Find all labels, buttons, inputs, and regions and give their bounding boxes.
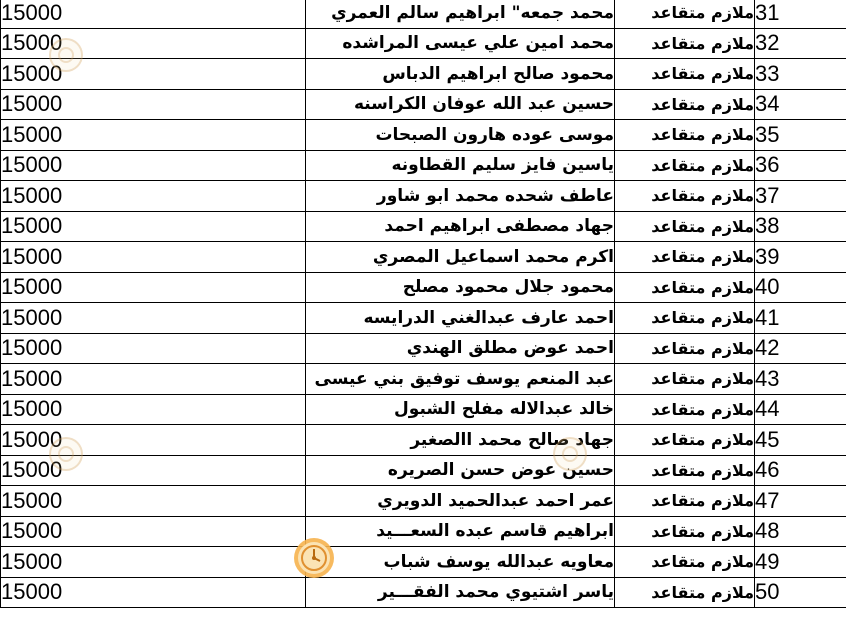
table-row xyxy=(1,303,847,334)
name-cell: اكرم محمد اسماعيل المصري xyxy=(306,242,615,273)
table-row xyxy=(1,333,847,364)
table-row xyxy=(1,486,847,517)
table-row xyxy=(1,516,847,547)
row-number-cell: 40 xyxy=(755,272,847,303)
rank-cell: ملازم متقاعد xyxy=(615,211,755,242)
rank-cell: ملازم متقاعد xyxy=(615,303,755,334)
rank-cell: ملازم متقاعد xyxy=(615,120,755,151)
amount-cell: 15000 xyxy=(1,486,306,517)
name-cell: ابراهيم قاسم عبده السعـــيد xyxy=(306,516,615,547)
table-row xyxy=(1,181,847,212)
amount-cell: 15000 xyxy=(1,303,306,334)
name-cell: جهاد مصطفى ابراهيم احمد xyxy=(306,211,615,242)
amount-cell: 15000 xyxy=(1,333,306,364)
rank-cell: ملازم متقاعد xyxy=(615,181,755,212)
name-cell: محمد امين علي عيسى المراشده xyxy=(306,28,615,59)
rank-cell: ملازم متقاعد xyxy=(615,333,755,364)
amount-cell: 15000 xyxy=(1,516,306,547)
rank-cell: ملازم متقاعد xyxy=(615,364,755,395)
amount-cell: 15000 xyxy=(1,120,306,151)
name-cell: ياسين فايز سليم القطاونه xyxy=(306,150,615,181)
amount-cell: 15000 xyxy=(1,272,306,303)
row-number-cell: 45 xyxy=(755,425,847,456)
rank-cell: ملازم متقاعد xyxy=(615,455,755,486)
amount-cell: 15000 xyxy=(1,181,306,212)
row-number-cell: 47 xyxy=(755,486,847,517)
row-number-cell: 35 xyxy=(755,120,847,151)
row-number-cell: 43 xyxy=(755,364,847,395)
table-row xyxy=(1,59,847,90)
rank-cell: ملازم متقاعد xyxy=(615,150,755,181)
row-number-cell: 41 xyxy=(755,303,847,334)
table-row xyxy=(1,577,847,608)
table-row xyxy=(1,242,847,273)
name-cell: احمد عوض مطلق الهندي xyxy=(306,333,615,364)
rank-cell: ملازم متقاعد xyxy=(615,0,755,28)
table-row xyxy=(1,364,847,395)
name-cell: محمود صالح ابراهيم الدباس xyxy=(306,59,615,90)
row-number-cell: 33 xyxy=(755,59,847,90)
row-number-cell: 32 xyxy=(755,28,847,59)
name-cell: عمر احمد عبدالحميد الدويري xyxy=(306,486,615,517)
name-cell: ياسر اشتيوي محمد الفقـــير xyxy=(306,577,615,608)
table-row xyxy=(1,211,847,242)
amount-cell: 15000 xyxy=(1,577,306,608)
table-row xyxy=(1,547,847,578)
table-row xyxy=(1,0,847,28)
name-cell: معاويه عبدالله يوسف شباب xyxy=(306,547,615,578)
amount-cell: 15000 xyxy=(1,89,306,120)
row-number-cell: 37 xyxy=(755,181,847,212)
amount-cell: 15000 xyxy=(1,0,306,28)
table-row xyxy=(1,455,847,486)
row-number-cell: 44 xyxy=(755,394,847,425)
page-right-edge xyxy=(846,0,850,631)
name-cell: عبد المنعم يوسف توفيق بني عيسى xyxy=(306,364,615,395)
rank-cell: ملازم متقاعد xyxy=(615,516,755,547)
amount-cell: 15000 xyxy=(1,425,306,456)
row-number-cell: 31 xyxy=(755,0,847,28)
row-number-cell: 50 xyxy=(755,577,847,608)
rank-cell: ملازم متقاعد xyxy=(615,272,755,303)
row-number-cell: 42 xyxy=(755,333,847,364)
rank-cell: ملازم متقاعد xyxy=(615,28,755,59)
rank-cell: ملازم متقاعد xyxy=(615,425,755,456)
name-cell: جهاد صالح محمد االصغير xyxy=(306,425,615,456)
amount-cell: 15000 xyxy=(1,394,306,425)
amount-cell: 15000 xyxy=(1,455,306,486)
amount-cell: 15000 xyxy=(1,59,306,90)
rank-cell: ملازم متقاعد xyxy=(615,89,755,120)
amount-cell: 15000 xyxy=(1,547,306,578)
amount-cell: 15000 xyxy=(1,150,306,181)
name-cell: خالد عبدالاله مفلح الشبول xyxy=(306,394,615,425)
name-cell: عاطف شحده محمد ابو شاور xyxy=(306,181,615,212)
name-cell: محمد جمعه" ابراهيم سالم العمري xyxy=(306,0,615,28)
name-cell: حسين عبد الله عوفان الكراسنه xyxy=(306,89,615,120)
row-number-cell: 39 xyxy=(755,242,847,273)
row-number-cell: 38 xyxy=(755,211,847,242)
table-row xyxy=(1,272,847,303)
amount-cell: 15000 xyxy=(1,364,306,395)
rank-cell: ملازم متقاعد xyxy=(615,59,755,90)
table-row xyxy=(1,425,847,456)
payment-table-body xyxy=(1,0,847,608)
rank-cell: ملازم متقاعد xyxy=(615,577,755,608)
name-cell: احمد عارف عبدالغني الدرايسه xyxy=(306,303,615,334)
row-number-cell: 36 xyxy=(755,150,847,181)
table-row xyxy=(1,89,847,120)
name-cell: حسين عوض حسن الصريره xyxy=(306,455,615,486)
table-row xyxy=(1,394,847,425)
row-number-cell: 49 xyxy=(755,547,847,578)
table-row xyxy=(1,28,847,59)
rank-cell: ملازم متقاعد xyxy=(615,242,755,273)
rank-cell: ملازم متقاعد xyxy=(615,486,755,517)
table-row xyxy=(1,150,847,181)
amount-cell: 15000 xyxy=(1,28,306,59)
table-row xyxy=(1,120,847,151)
amount-cell: 15000 xyxy=(1,211,306,242)
row-number-cell: 34 xyxy=(755,89,847,120)
row-number-cell: 46 xyxy=(755,455,847,486)
rank-cell: ملازم متقاعد xyxy=(615,394,755,425)
name-cell: موسى عوده هارون الصبحات xyxy=(306,120,615,151)
row-number-cell: 48 xyxy=(755,516,847,547)
name-cell: محمود جلال محمود مصلح xyxy=(306,272,615,303)
rank-cell: ملازم متقاعد xyxy=(615,547,755,578)
amount-cell: 15000 xyxy=(1,242,306,273)
